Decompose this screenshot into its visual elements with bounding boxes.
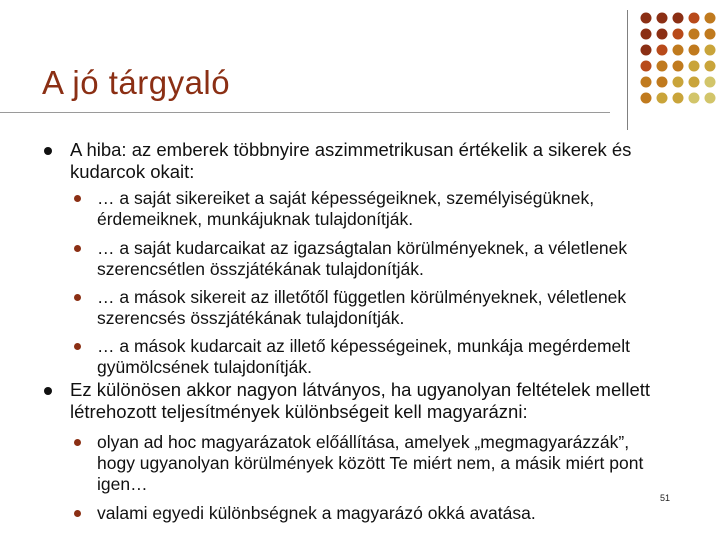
sub-bullet-text-2-2: valami egyedi különbségnek a magyarázó okká avatása. [97,503,536,523]
bullet-text-1: A hiba: az emberek többnyire aszimmetrikusan értékelik a sikerek és kudarcok okait: [70,139,632,182]
sub-bullet-icon [74,439,81,446]
sub-bullet-icon [74,343,81,350]
bullet-icon [44,147,52,155]
slide-title: A jó tárgyaló [42,64,231,101]
sub-bullet-text-1-4: … a mások kudarcait az illető képességeinek, munkája megérdemelt gyümölcsének tulajdonítják. [97,336,631,377]
sub-bullet-text-1-3: … a mások sikereit az illetőtől független körülményeknek, véletlenek szerencsés összjátékának tulajdonítják. [97,287,627,328]
sub-bullet-icon [74,245,81,252]
bullet-text-2: Ez különösen akkor nagyon látványos, ha ugyanolyan feltételek mellett létrehozott teljesítmények különbségeit kell magyarázni: [70,379,651,422]
sub-bullet-icon [74,510,81,517]
sub-bullet-icon [74,294,81,301]
sub-bullet-text-1-2: … a saját kudarcaikat az igazságtalan körülményeknek, a véletlenek szerencsétlen összjátékának tulajdonítják. [97,238,628,279]
sub-bullet-text-1-1: … a saját sikereiket a saját képességeiknek, személyiségüknek, érdemeiknek, munkájuknak tulajdonítják. [97,188,595,229]
page-number: 51 [660,493,671,503]
sub-bullet-text-2-1: olyan ad hoc magyarázatok előállítása, amelyek „megmagyarázzák”, hogy ugyanolyan körülmények között Te miért nem, a másik miért pont igen… [97,432,644,494]
bullet-icon [44,387,52,395]
sub-bullet-icon [74,195,81,202]
